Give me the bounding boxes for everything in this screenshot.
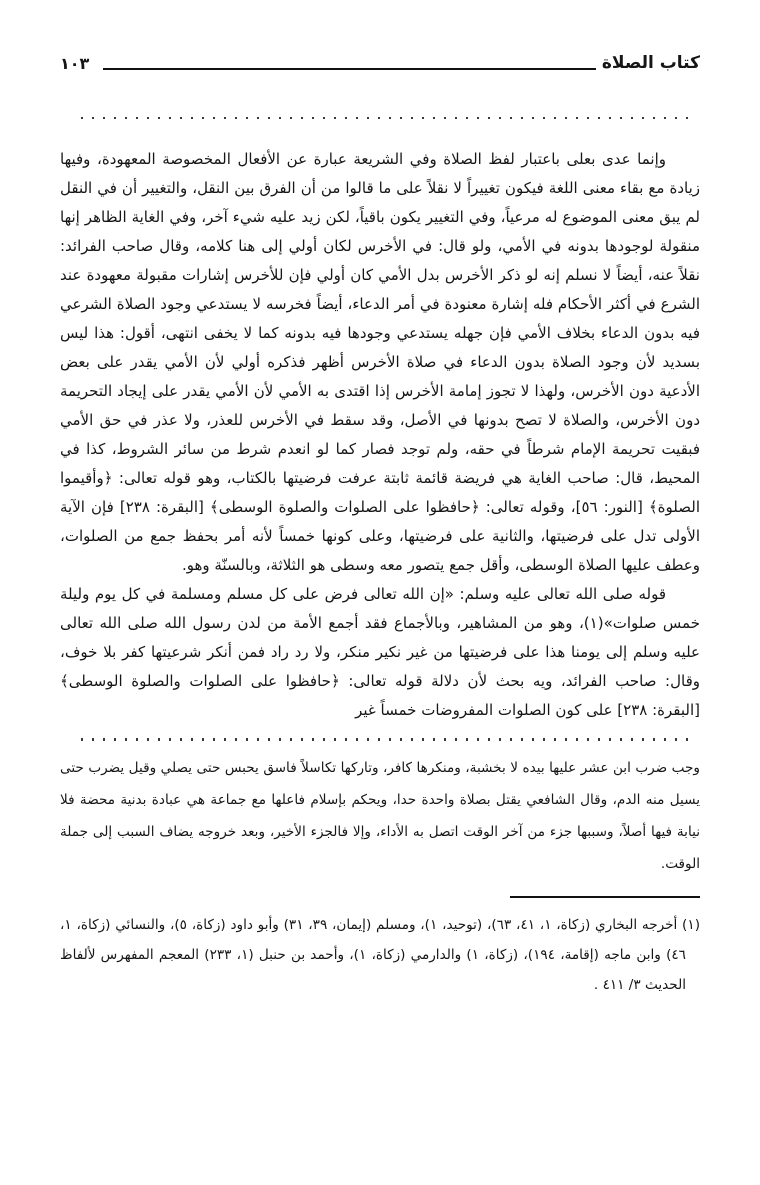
dotted-separator-top [72, 117, 688, 119]
footnotes-block [60, 910, 700, 1000]
page-number: ١٠٣ [60, 54, 90, 74]
header-rule [103, 68, 596, 70]
dotted-separator-commentary [72, 738, 688, 740]
commentary-text: وجب ضرب ابن عشر عليها بيده لا بخشبة، ومنكرها كافر، وتاركها تكاسلاً فاسق يحبس حتى يصلي وقيل يضرب حتى يسيل منه الدم، وقال الشافعي يقتل بصلاة واحدة حدا، ويحكم بإسلام فاعلها مع جماعة هي عبادة بدنية محضة فلا نيابة فيها أصلاً، وسببها جزء من آخر الوقت اتصل به الأداء، وإلا فالجزء الأخير، وبعد خروجه يضاف السبب إلى جملة الوقت. [60, 759, 700, 872]
chapter-title: كتاب الصلاة [601, 53, 700, 73]
main-text-block [60, 145, 700, 725]
paragraph: قوله صلى الله تعالى عليه وسلم: «إن الله تعالى فرض على كل مسلم ومسلمة في كل يوم وليلة خمس صلوات»(١)، وهو من المشاهير، وبالأجماع فقد أجمع الأمة من لدن رسول الله صلى الله تعالى عليه وسلم إلى يومنا هذا على فرضيتها من غير نكير منكر، ولا رد راد فمن أنكر شرعيتها كفر بلا خوف، وقال: صاحب الفرائد، ويه بحث لأن دلالة قوله تعالى: ﴿حافظوا على الصلوات والصلوة الوسطى﴾ [البقرة: ٢٣٨] على كون الصلوات المفروضات خمساً غير [60, 585, 701, 720]
page-header [60, 0, 700, 76]
footnote-separator-rule [510, 896, 700, 898]
paragraph: وإنما عدى بعلى باعتبار لفظ الصلاة وفي الشريعة عبارة عن الأفعال المخصوصة المعهودة، وفيها زيادة مع بقاء معنى اللغة فيكون تغييراً لا نقلاً على ما قالوا من أن الفرق بين النقل، والتغيير أن في النقل لم يبق معنى الموضوع له مرعياً، وفي التغيير يكون باقياً، لكن زيد عليه شيء آخر، وفي الغاية الظاهر إنها منقولة لوجودها بدونه في الأمي، ولو قال: في الأخرس لكان أولي إلى هنا كلامه، وقال صاحب الفرائد: نقلاً عنه، أيضاً لا نسلم إنه لو ذكر الأخرس بدل الأمي كان أولي فإن للأخرس إشارات مقبولة معهودة عند الشرع في أكثر الأحكام فله إشارة معنودة في أمر الدعاء، أيضاً فخرسه لا يستدعي وجود الصلاة الشرعي فيه بدون الدعاء بخلاف الأمي فإن جهله يستدعي وجودها فيه بدونه كما لا يخفى انتهى، أقول: هذا ليس بسديد لأن وجود الصلاة بدون الدعاء في صلاة الأخرس أظهر فذكره أولي لأن الأمي يقدر على بعض الأدعية دون الأخرس، ولهذا لا تجوز إمامة الأخرس إذا اقتدى به الأمي لأن الأمي يقدر على إيجاد التحريمة دون الأخرس، والصلاة لا تصح بدونها في الأصل، وقد سقط في الأخرس للعذر، ولا عذر في حق الأمي فبقيت تحريمة الإمام شرطاً في حقه، ولم توجد فصار كما لو انعدم شرط من سائر الشروط، كذا في المحيط، قال: صاحب الغاية هي فريضة قائمة ثابتة عرفت فرضيتها بالكتاب، وهو قوله تعالى: ﴿وأقيموا الصلوة﴾ [النور: ٥٦]، وقوله تعالى: ﴿حافظوا على الصلوات والصلوة الوسطى﴾ [البقرة: ٢٣٨] فإن الآية الأولى تدل على فرضيتها، والثانية على فرضيتها، وعلى كونها خمساً لأنه أمر بحفظ جمع من الصلوات، وعطف عليها الصلاة الوسطى، وأقل جمع يتصور معه وسطى هو الثلاثة، وبالسنّة وهو. [60, 150, 700, 575]
commentary-block [60, 752, 700, 880]
footnote-item: (١) أخرجه البخاري (زكاة، ١، ٤١، ٦٣)، (توحيد، ١)، ومسلم (إيمان، ٣٩، ٣١) وأبو داود (زكاة، ٥)، والنسائي (زكاة، ١، ٤٦) وابن ماجه (إقامة، ١٩٤)، (زكاة، ١) والدارمي (زكاة، ١)، وأحمد بن حنبل (١، ٢٣٣) المعجم المفهرس لألفاظ الحديث ٣/ ٤١١ . [60, 916, 700, 993]
